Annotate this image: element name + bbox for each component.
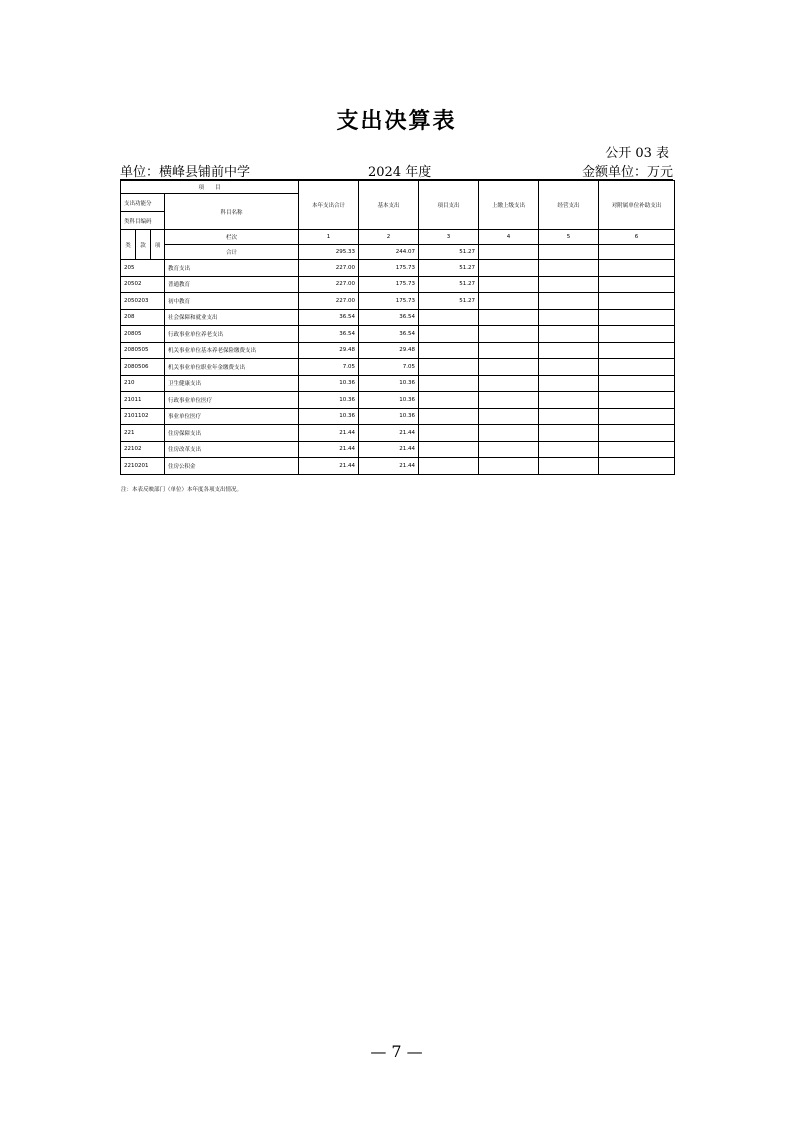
row-value-6 xyxy=(599,293,675,310)
row-value-2: 175.73 xyxy=(359,260,419,277)
row-value-3 xyxy=(419,458,479,475)
col-num-1: 1 xyxy=(299,230,359,245)
table-row xyxy=(121,359,675,376)
total-value-2: 244.07 xyxy=(359,245,419,260)
row-value-4 xyxy=(479,392,539,409)
col-num-5: 5 xyxy=(539,230,599,245)
row-value-3 xyxy=(419,359,479,376)
header-col-4: 上缴上级支出 xyxy=(479,181,539,230)
row-value-5 xyxy=(539,375,599,392)
row-subject-name: 初中教育 xyxy=(165,293,299,310)
row-value-1: 21.44 xyxy=(299,441,359,458)
row-code: 2050203 xyxy=(121,293,165,310)
row-value-4 xyxy=(479,359,539,376)
row-value-6 xyxy=(599,425,675,442)
col-num-2: 2 xyxy=(359,230,419,245)
row-value-4 xyxy=(479,293,539,310)
row-value-2: 10.36 xyxy=(359,375,419,392)
row-value-2: 36.54 xyxy=(359,326,419,343)
row-value-3: 51.27 xyxy=(419,260,479,277)
row-value-4 xyxy=(479,276,539,293)
row-value-3 xyxy=(419,425,479,442)
row-code: 2080506 xyxy=(121,359,165,376)
row-value-3 xyxy=(419,441,479,458)
row-value-4 xyxy=(479,375,539,392)
row-subject-name: 普通教育 xyxy=(165,276,299,293)
row-value-6 xyxy=(599,276,675,293)
header-col-2: 基本支出 xyxy=(359,181,419,230)
total-value-1: 295.33 xyxy=(299,245,359,260)
table-row xyxy=(121,293,675,310)
total-value-5 xyxy=(539,245,599,260)
row-value-6 xyxy=(599,408,675,425)
row-value-5 xyxy=(539,260,599,277)
report-meta xyxy=(120,161,673,179)
row-subject-name: 行政事业单位养老支出 xyxy=(165,326,299,343)
row-value-4 xyxy=(479,326,539,343)
row-subject-name: 住房改革支出 xyxy=(165,441,299,458)
row-value-1: 10.36 xyxy=(299,408,359,425)
row-subject-name: 住房保障支出 xyxy=(165,425,299,442)
table-note: 注：本表反映部门（单位）本年度各项支出情况。 xyxy=(121,487,243,493)
header-project: 项 目 xyxy=(121,181,299,194)
row-value-2: 21.44 xyxy=(359,458,419,475)
row-code: 210 xyxy=(121,375,165,392)
row-value-1: 227.00 xyxy=(299,260,359,277)
row-value-5 xyxy=(539,408,599,425)
row-value-1: 29.48 xyxy=(299,342,359,359)
col-num-4: 4 xyxy=(479,230,539,245)
row-value-5 xyxy=(539,392,599,409)
row-value-4 xyxy=(479,425,539,442)
row-value-1: 10.36 xyxy=(299,375,359,392)
page-title: 支出决算表 xyxy=(336,109,457,134)
row-value-5 xyxy=(539,293,599,310)
row-code: 20805 xyxy=(121,326,165,343)
table-row xyxy=(121,342,675,359)
header-xiang: 项 xyxy=(151,230,165,260)
row-value-3 xyxy=(419,326,479,343)
year-label: 2024 年度 xyxy=(368,165,432,180)
row-value-4 xyxy=(479,342,539,359)
row-value-6 xyxy=(599,260,675,277)
row-value-5 xyxy=(539,326,599,343)
form-number: 公开 03 表 xyxy=(605,146,669,161)
header-col-6: 对附属单位补助支出 xyxy=(599,181,675,230)
row-value-3 xyxy=(419,392,479,409)
row-value-5 xyxy=(539,425,599,442)
table-row xyxy=(121,309,675,326)
row-value-3 xyxy=(419,408,479,425)
row-value-1: 7.05 xyxy=(299,359,359,376)
row-value-6 xyxy=(599,458,675,475)
row-value-5 xyxy=(539,309,599,326)
row-value-2: 21.44 xyxy=(359,441,419,458)
unit-label: 单位：横峰县铺前中学 xyxy=(120,165,251,180)
row-value-6 xyxy=(599,309,675,326)
row-value-2: 7.05 xyxy=(359,359,419,376)
row-value-1: 36.54 xyxy=(299,309,359,326)
row-subject-name: 住房公积金 xyxy=(165,458,299,475)
row-value-6 xyxy=(599,375,675,392)
row-value-3 xyxy=(419,309,479,326)
row-subject-name: 机关事业单位基本养老保险缴费支出 xyxy=(165,342,299,359)
row-value-2: 36.54 xyxy=(359,309,419,326)
row-value-5 xyxy=(539,441,599,458)
table-row xyxy=(121,375,675,392)
total-label: 合计 xyxy=(165,245,299,260)
row-value-3 xyxy=(419,375,479,392)
row-code: 208 xyxy=(121,309,165,326)
row-value-1: 227.00 xyxy=(299,293,359,310)
row-value-4 xyxy=(479,260,539,277)
header-class-code: 类科目编码 xyxy=(121,212,165,230)
row-value-3: 51.27 xyxy=(419,276,479,293)
header-col-1: 本年支出合计 xyxy=(299,181,359,230)
row-value-4 xyxy=(479,408,539,425)
row-code: 21011 xyxy=(121,392,165,409)
total-row xyxy=(121,245,675,260)
row-value-4 xyxy=(479,458,539,475)
table-row xyxy=(121,425,675,442)
row-value-2: 175.73 xyxy=(359,276,419,293)
row-value-1: 227.00 xyxy=(299,276,359,293)
row-value-5 xyxy=(539,276,599,293)
header-row-rowno xyxy=(121,230,675,245)
row-value-6 xyxy=(599,441,675,458)
table-row xyxy=(121,441,675,458)
col-num-6: 6 xyxy=(599,230,675,245)
row-subject-name: 事业单位医疗 xyxy=(165,408,299,425)
row-value-5 xyxy=(539,458,599,475)
table-row xyxy=(121,408,675,425)
amount-unit-label: 金额单位：万元 xyxy=(581,165,673,180)
row-subject-name: 机关事业单位职业年金缴费支出 xyxy=(165,359,299,376)
row-value-4 xyxy=(479,309,539,326)
table-row xyxy=(121,458,675,475)
row-value-1: 36.54 xyxy=(299,326,359,343)
total-value-3: 51.27 xyxy=(419,245,479,260)
header-row-no: 栏次 xyxy=(165,230,299,245)
row-value-2: 175.73 xyxy=(359,293,419,310)
row-code: 221 xyxy=(121,425,165,442)
table-row xyxy=(121,326,675,343)
row-value-6 xyxy=(599,326,675,343)
row-code: 2080505 xyxy=(121,342,165,359)
header-row-project xyxy=(121,181,675,194)
total-value-4 xyxy=(479,245,539,260)
row-value-1: 10.36 xyxy=(299,392,359,409)
row-code: 205 xyxy=(121,260,165,277)
row-value-6 xyxy=(599,342,675,359)
row-subject-name: 社会保障和就业支出 xyxy=(165,309,299,326)
col-num-3: 3 xyxy=(419,230,479,245)
row-code: 2210201 xyxy=(121,458,165,475)
row-value-4 xyxy=(479,441,539,458)
expenditure-table xyxy=(120,180,675,475)
row-value-2: 29.48 xyxy=(359,342,419,359)
table-row xyxy=(121,392,675,409)
row-value-6 xyxy=(599,392,675,409)
table-row xyxy=(121,260,675,277)
row-subject-name: 卫生健康支出 xyxy=(165,375,299,392)
row-value-2: 10.36 xyxy=(359,392,419,409)
total-value-6 xyxy=(599,245,675,260)
row-code: 20502 xyxy=(121,276,165,293)
header-col-3: 项目支出 xyxy=(419,181,479,230)
header-kuan: 款 xyxy=(136,230,151,260)
header-col-5: 经营支出 xyxy=(539,181,599,230)
row-subject-name: 行政事业单位医疗 xyxy=(165,392,299,409)
row-value-6 xyxy=(599,359,675,376)
header-subject-name: 科目名称 xyxy=(165,194,299,230)
page-number: — 7 — xyxy=(370,1042,423,1061)
row-code: 2101102 xyxy=(121,408,165,425)
row-subject-name: 教育支出 xyxy=(165,260,299,277)
row-value-2: 21.44 xyxy=(359,425,419,442)
row-value-3 xyxy=(419,342,479,359)
table-row xyxy=(121,276,675,293)
row-code: 22102 xyxy=(121,441,165,458)
row-value-3: 51.27 xyxy=(419,293,479,310)
row-value-5 xyxy=(539,342,599,359)
header-lei: 类 xyxy=(121,230,136,260)
row-value-5 xyxy=(539,359,599,376)
row-value-1: 21.44 xyxy=(299,425,359,442)
row-value-1: 21.44 xyxy=(299,458,359,475)
header-func-class: 支出功能分 xyxy=(121,194,165,212)
row-value-2: 10.36 xyxy=(359,408,419,425)
